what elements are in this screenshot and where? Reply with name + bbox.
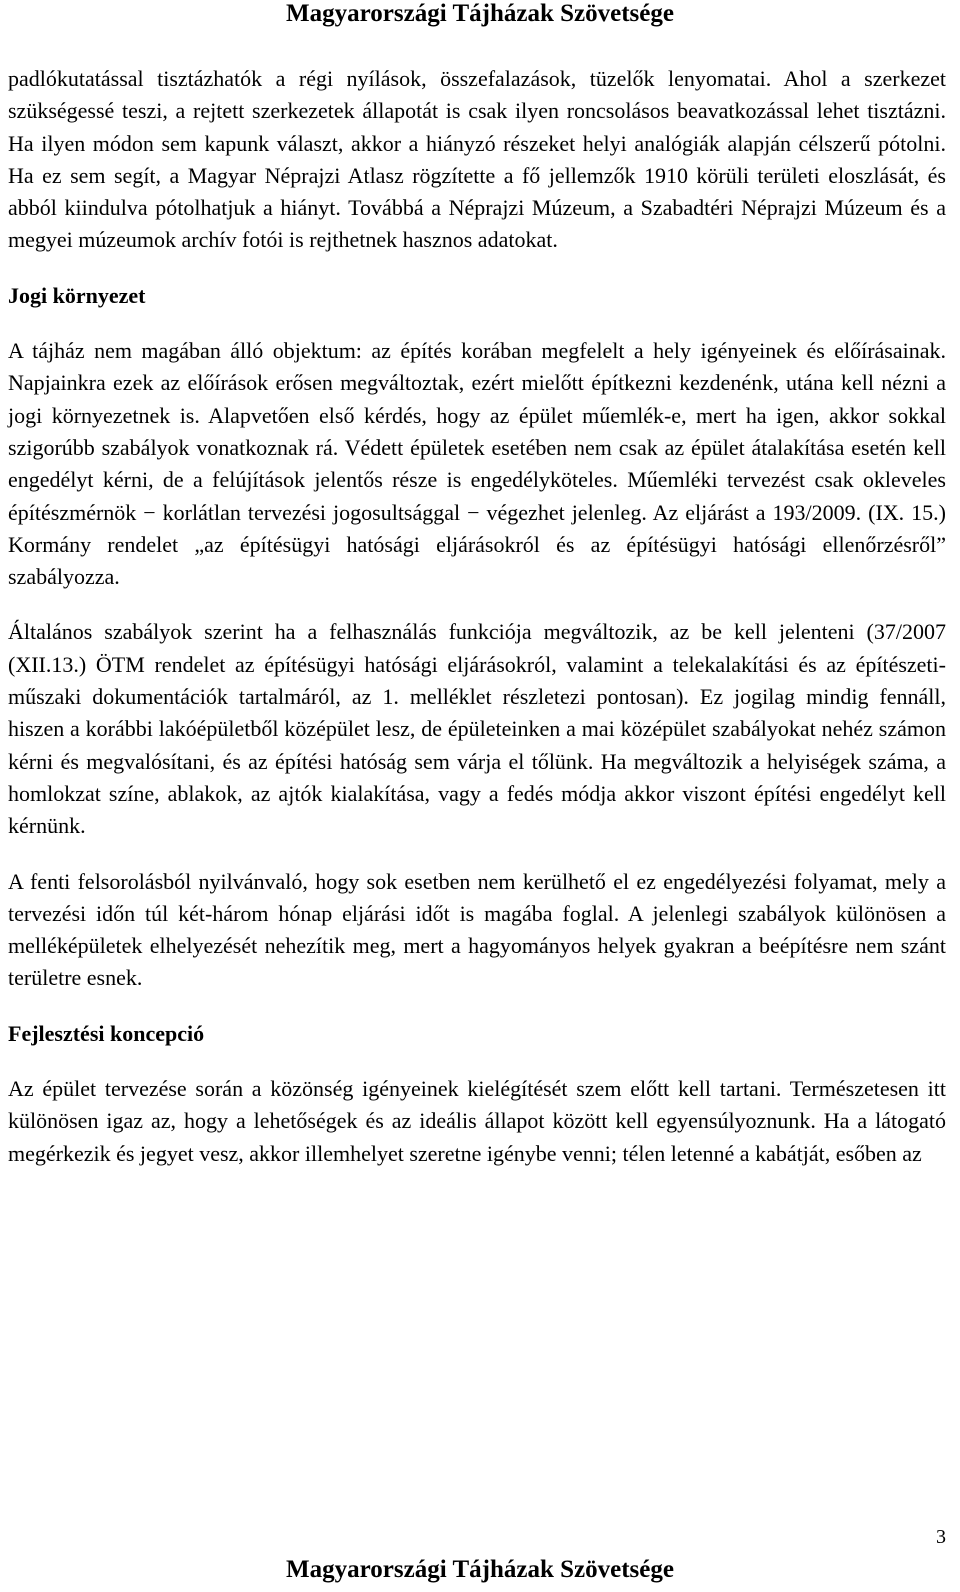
paragraph-4: A fenti felsorolásból nyilvánvaló, hogy sok esetben nem kerülhető el ez engedélyezési folyamat, mely a tervezési időn túl két-három hónap eljárási időt is magába foglal. A jelenlegi szabályok különösen a melléképületek elhelyezését nehezítik meg, mert a hagyományos helyek gyakran a beépítésre nem szánt területre esnek. (8, 868, 946, 991)
paragraph-5: Az épület tervezése során a közönség igényeinek kielégítését szem előtt kell tartani. Természetesen itt különösen igaz az, hogy a lehetőségek és az ideális állapot között kell egyensúlyoznunk. Ha a látogató megérkezik és jegyet vesz, akkor illemhelyet szeretne igénybe venni; télen letenné a kabátját, esőben az (8, 1076, 946, 1166)
page-footer (0, 1555, 960, 1585)
page-header (0, 0, 960, 40)
header-title: Magyarországi Tájházak Szövetsége (286, 0, 674, 27)
paragraph-1: padlókutatással tisztázhatók a régi nyílások, összefalazások, tüzelők lenyomatai. Ahol a szerkezet szükségessé teszi, a rejtett szerkezetek állapotát is csak ilyen roncsolásos beavatkozással lehet tisztázni. Ha ilyen módon sem kapunk választ, akkor a hiányzó részeket helyi analógiák alapján célszerű pótolni. Ha ez sem segít, a Magyar Néprajzi Atlasz rögzítette a fő jellemzők 1910 körüli területi eloszlását, és abból kiindulva pótolhatjuk a hiányt. Továbbá a Néprajzi Múzeum, a Szabadtéri Néprajzi Múzeum és a megyei múzeumok archív fotói is rejthetnek hasznos adatokat. (8, 66, 946, 253)
page-number: 3 (936, 1526, 946, 1548)
footer-title: Magyarországi Tájházak Szövetsége (286, 1556, 674, 1583)
document-body (8, 63, 946, 1170)
paragraph-3: Általános szabályok szerint ha a felhasználás funkciója megváltozik, az be kell jelenteni (37/2007 (XII.13.) ÖTM rendelet az építésügyi hatósági eljárásokról, valamint a telekalakítási és az építészeti-műszaki dokumentációk tartalmáról, az 1. melléklet részletezi pontosan). Ez jogilag mindig fennáll, hiszen a korábbi lakóépületből középület lesz, de épületeinken a mai középület szabályokat nehéz számon kérni és megvalósítani, és az építési hatóság sem várja el tőlünk. Ha megváltozik a helyiségek száma, a homlokzat színe, ablakok, az ajtók kialakítása, vagy a fedés módja akkor viszont építési engedélyt kell kérnünk. (8, 619, 946, 839)
paragraph-2: A tájház nem magában álló objektum: az építés korában megfelelt a hely igényeinek és előírásainak. Napjainkra ezek az előírások erősen megváltoztak, ezért mielőtt építkezni kezdenénk, utána kell nézni a jogi környezetnek is. Alapvetően első kérdés, hogy az épület műemlék-e, mert ha igen, akkor sokkal szigorúbb szabályok vonatkoznak rá. Védett épületek esetében nem csak az épület átalakítása esetén kell engedélyt kérni, de a felújítások jelentős része is engedélyköteles. Műemléki tervezést csak okleveles építészmérnök − korlátlan tervezési jogosultsággal − végezhet jelenleg. Az eljárást a 193/2009. (IX. 15.) Kormány rendelet „az építésügyi hatósági eljárásokról és az építésügyi hatósági ellenőrzésről” szabályozza. (8, 338, 946, 590)
section-heading-jogi-kornyezet: Jogi környezet (8, 282, 146, 308)
section-heading-fejlesztesi-koncepcio: Fejlesztési koncepció (8, 1020, 205, 1046)
